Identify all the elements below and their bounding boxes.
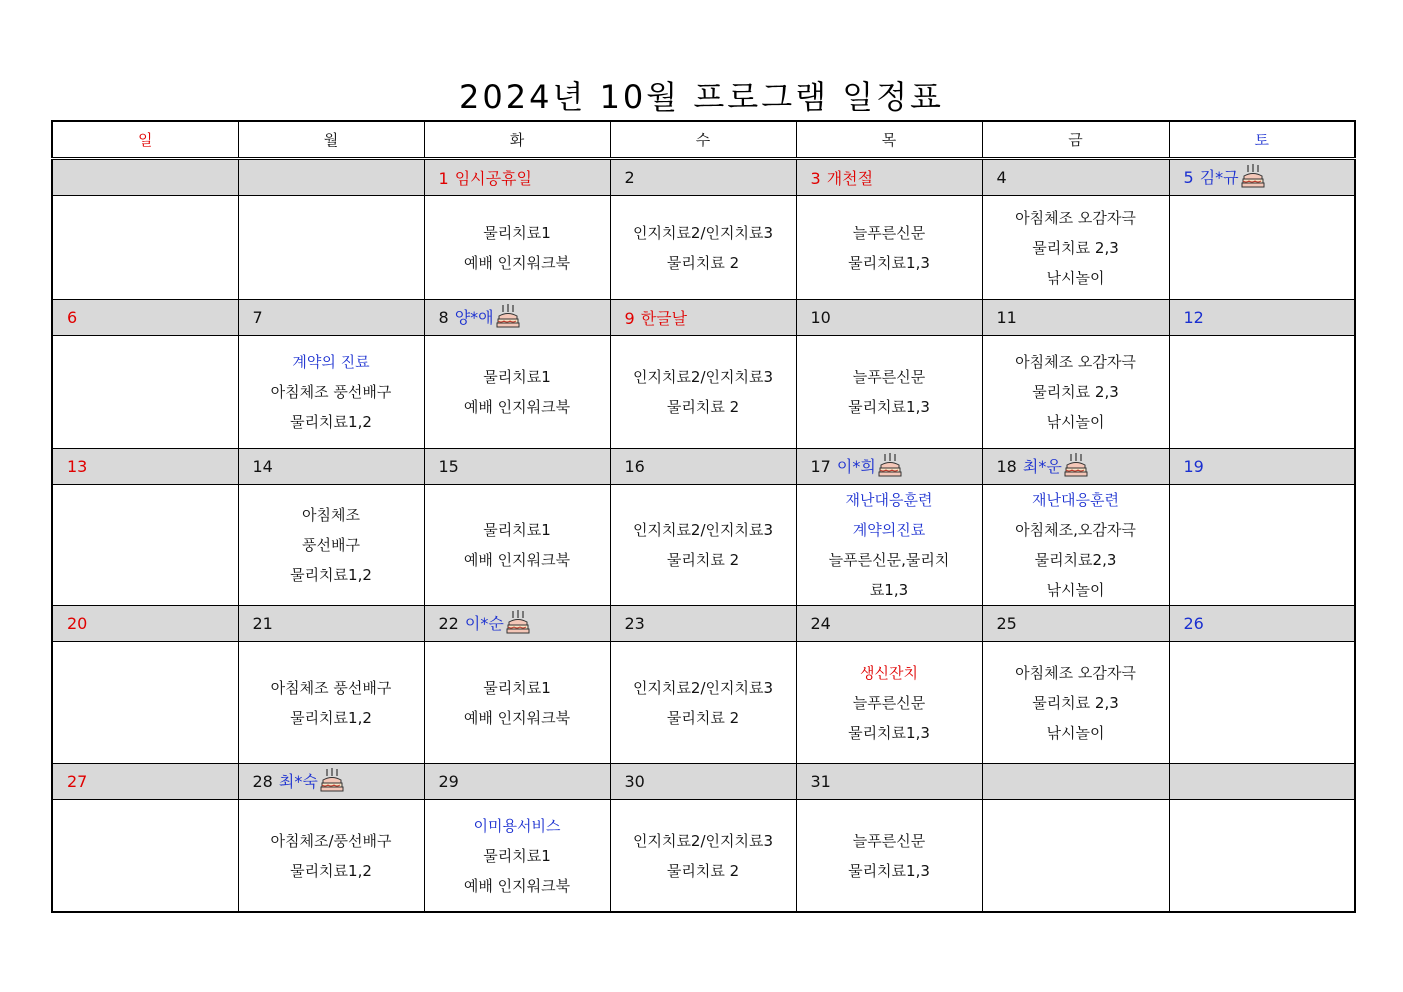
- activity-line: 물리치료1,3: [848, 398, 930, 416]
- activity-line: 낚시놀이: [1046, 723, 1105, 742]
- activity-line: 물리치료1,3: [848, 723, 930, 742]
- activity-line: 물리치료2,3: [1034, 551, 1117, 569]
- birthday-name: 최*운: [1022, 456, 1062, 476]
- date-cell: [424, 606, 610, 642]
- activity-line: 아침체조 오감자극: [1015, 353, 1136, 371]
- date-cell: [424, 449, 610, 485]
- day-number: 26: [1183, 614, 1204, 633]
- activity-line: 물리치료 2,3: [1032, 693, 1119, 712]
- schedule-cell: [238, 485, 424, 606]
- date-cell: [610, 606, 796, 642]
- birthday-name: 양*애: [454, 307, 494, 327]
- day-number: 11: [996, 308, 1017, 327]
- activity-line: 물리치료1: [483, 368, 551, 386]
- schedule-cell: [52, 485, 238, 606]
- date-cell: [610, 449, 796, 485]
- date-cell: [982, 606, 1169, 642]
- schedule-cell: [238, 336, 424, 449]
- date-cell: [52, 300, 238, 336]
- day-number: 9: [624, 309, 635, 328]
- weekday-header: 화: [424, 121, 610, 159]
- weekday-header: 토: [1169, 121, 1355, 159]
- schedule-cell: [1169, 336, 1355, 449]
- date-cell: [796, 159, 982, 196]
- activity-line: 물리치료1,2: [290, 566, 372, 584]
- holiday-label: 임시공휴일: [454, 169, 532, 188]
- schedule-cell: [1169, 800, 1355, 913]
- schedule-cell: [796, 485, 982, 606]
- activity-line: 계약의진료: [852, 521, 926, 539]
- birthday-name: 김*규: [1199, 167, 1239, 187]
- cake-icon: [1063, 452, 1089, 482]
- schedule-cell: [238, 642, 424, 764]
- activity-line: 아침체조: [302, 506, 360, 524]
- activity-line: 아침체조,오감자극: [1015, 521, 1136, 539]
- day-number: 3: [810, 169, 821, 188]
- activity-line: 늘푸른신문,물리치: [828, 551, 950, 569]
- schedule-cell: [424, 196, 610, 300]
- day-number: 5: [1183, 167, 1194, 187]
- activity-line: 인지치료2/인지치료3: [632, 831, 774, 850]
- activity-line: 예배 인지워크북: [463, 398, 571, 416]
- cake-icon: [877, 452, 903, 482]
- activity-line: 늘푸른신문: [852, 223, 926, 242]
- schedule-cell: [610, 196, 796, 300]
- activity-line: 물리치료1: [483, 846, 551, 865]
- day-number: 13: [67, 457, 88, 476]
- date-row: [52, 606, 1355, 642]
- activity-line: 물리치료1: [483, 521, 551, 539]
- date-cell: [796, 764, 982, 800]
- weekday-header: 월: [238, 121, 424, 159]
- activity-line: 인지치료2/인지치료3: [632, 368, 774, 386]
- date-cell: [610, 764, 796, 800]
- schedule-cell: [1169, 196, 1355, 300]
- activity-line: 물리치료1,2: [290, 413, 372, 431]
- day-number: 28: [252, 771, 273, 791]
- date-cell: [796, 606, 982, 642]
- day-number: 2: [624, 168, 635, 187]
- date-cell: [610, 159, 796, 196]
- cake-icon: [319, 767, 345, 797]
- activity-line: 물리치료 2,3: [1032, 383, 1119, 401]
- schedule-row: [52, 336, 1355, 449]
- activity-line: 물리치료 2: [666, 398, 740, 416]
- activity-line: 재난대응훈련: [1032, 491, 1119, 509]
- activity-line: 늘푸른신문: [852, 693, 926, 712]
- schedule-cell: [610, 336, 796, 449]
- schedule-cell: [52, 800, 238, 913]
- date-cell: [238, 764, 424, 800]
- date-cell: [424, 764, 610, 800]
- schedule-cell: [424, 485, 610, 606]
- date-cell: [52, 606, 238, 642]
- schedule-cell: [982, 800, 1169, 913]
- activity-line: 이미용서비스: [473, 816, 561, 835]
- day-number: 30: [624, 772, 645, 791]
- day-number: 21: [252, 614, 273, 633]
- activity-line: 낚시놀이: [1046, 268, 1105, 287]
- date-cell: [1169, 159, 1355, 196]
- date-cell: [796, 300, 982, 336]
- day-number: 20: [67, 614, 88, 633]
- day-number: 1: [438, 169, 449, 188]
- date-cell: [982, 300, 1169, 336]
- day-number: 8: [438, 307, 449, 327]
- activity-line: 아침체조 풍선배구: [270, 678, 392, 697]
- activity-line: 물리치료1,2: [290, 708, 372, 727]
- day-number: 17: [810, 456, 831, 476]
- day-number: 29: [438, 772, 459, 791]
- date-cell: [1169, 764, 1355, 800]
- day-number: 10: [810, 308, 831, 327]
- schedule-cell: [238, 196, 424, 300]
- date-cell: [982, 764, 1169, 800]
- schedule-cell: [982, 196, 1169, 300]
- date-cell: [52, 449, 238, 485]
- activity-line: 늘푸른신문: [852, 831, 926, 850]
- activity-line: 낚시놀이: [1046, 581, 1105, 599]
- activity-line: 늘푸른신문: [852, 368, 926, 386]
- date-cell: [238, 300, 424, 336]
- day-number: 12: [1183, 308, 1204, 327]
- cake-icon: [505, 609, 531, 639]
- date-cell: [1169, 606, 1355, 642]
- cake-icon: [495, 303, 521, 333]
- activity-line: 인지치료2/인지치료3: [632, 521, 774, 539]
- holiday-label: 한글날: [640, 309, 688, 328]
- activity-line: 아침체조/풍선배구: [270, 831, 392, 850]
- date-cell: [424, 159, 610, 196]
- schedule-row: [52, 485, 1355, 606]
- schedule-cell: [982, 485, 1169, 606]
- date-row: [52, 764, 1355, 800]
- activity-line: 계약의 진료: [292, 353, 370, 371]
- day-number: 18: [996, 456, 1017, 476]
- day-number: 14: [252, 457, 273, 476]
- date-cell: [982, 159, 1169, 196]
- schedule-cell: [1169, 642, 1355, 764]
- date-row: [52, 449, 1355, 485]
- date-cell: [1169, 449, 1355, 485]
- activity-line: 료1,3: [869, 581, 909, 599]
- schedule-row: [52, 800, 1355, 913]
- activity-line: 물리치료 2,3: [1032, 238, 1119, 257]
- day-number: 22: [438, 613, 459, 633]
- activity-line: 예배 인지워크북: [463, 708, 571, 727]
- day-number: 27: [67, 772, 88, 791]
- day-number: 19: [1183, 457, 1204, 476]
- activity-line: 물리치료1,3: [848, 253, 930, 272]
- activity-line: 물리치료1,3: [848, 861, 930, 880]
- activity-line: 생신잔치: [860, 663, 918, 682]
- schedule-cell: [982, 336, 1169, 449]
- activity-line: 예배 인지워크북: [463, 551, 571, 569]
- date-cell: [238, 159, 424, 196]
- schedule-cell: [424, 336, 610, 449]
- date-cell: [1169, 300, 1355, 336]
- schedule-cell: [424, 800, 610, 913]
- schedule-cell: [610, 800, 796, 913]
- schedule-cell: [52, 336, 238, 449]
- activity-line: 아침체조 풍선배구: [270, 383, 392, 401]
- day-number: 7: [252, 308, 263, 327]
- activity-line: 재난대응훈련: [845, 491, 933, 509]
- weekday-header: 목: [796, 121, 982, 159]
- activity-line: 물리치료 2: [666, 861, 740, 880]
- birthday-name: 이*순: [464, 613, 504, 633]
- day-number: 16: [624, 457, 645, 476]
- schedule-cell: [796, 800, 982, 913]
- day-number: 25: [996, 614, 1017, 633]
- cake-icon: [1240, 163, 1266, 193]
- day-number: 24: [810, 614, 831, 633]
- activity-line: 풍선배구: [302, 536, 360, 554]
- activity-line: 물리치료1: [483, 678, 551, 697]
- activity-line: 물리치료1: [483, 223, 551, 242]
- activity-line: 물리치료 2: [666, 253, 740, 272]
- activity-line: 아침체조 오감자극: [1015, 663, 1136, 682]
- activity-line: 예배 인지워크북: [463, 253, 571, 272]
- schedule-cell: [982, 642, 1169, 764]
- activity-line: 인지치료2/인지치료3: [632, 678, 774, 697]
- date-cell: [424, 300, 610, 336]
- activity-line: 낚시놀이: [1046, 413, 1105, 431]
- day-number: 4: [996, 168, 1007, 187]
- page-title: 2024년 10월 프로그램 일정표: [459, 78, 944, 116]
- schedule-cell: [52, 196, 238, 300]
- schedule-row: [52, 196, 1355, 300]
- date-row: [52, 159, 1355, 196]
- schedule-cell: [610, 642, 796, 764]
- activity-line: 물리치료 2: [666, 551, 740, 569]
- schedule-cell: [1169, 485, 1355, 606]
- schedule-cell: [238, 800, 424, 913]
- day-number: 31: [810, 772, 831, 791]
- schedule-cell: [424, 642, 610, 764]
- holiday-label: 개천절: [826, 169, 874, 188]
- schedule-cell: [610, 485, 796, 606]
- schedule-cell: [52, 642, 238, 764]
- date-row: [52, 300, 1355, 336]
- weekday-header-row: [52, 121, 1355, 159]
- schedule-row: [52, 642, 1355, 764]
- birthday-name: 최*숙: [278, 771, 318, 791]
- schedule-cell: [796, 336, 982, 449]
- day-number: 6: [67, 308, 78, 327]
- date-cell: [796, 449, 982, 485]
- date-cell: [52, 764, 238, 800]
- activity-line: 인지치료2/인지치료3: [632, 223, 774, 242]
- activity-line: 물리치료1,2: [290, 861, 372, 880]
- day-number: 15: [438, 457, 459, 476]
- date-cell: [610, 300, 796, 336]
- schedule-cell: [796, 642, 982, 764]
- date-cell: [52, 159, 238, 196]
- date-cell: [238, 449, 424, 485]
- weekday-header: 수: [610, 121, 796, 159]
- day-number: 23: [624, 614, 645, 633]
- weekday-header: 일: [52, 121, 238, 159]
- date-cell: [238, 606, 424, 642]
- schedule-cell: [796, 196, 982, 300]
- activity-line: 물리치료 2: [666, 708, 740, 727]
- date-cell: [982, 449, 1169, 485]
- birthday-name: 이*희: [836, 456, 876, 476]
- activity-line: 아침체조 오감자극: [1015, 208, 1136, 227]
- calendar-table: [51, 120, 1356, 913]
- weekday-header: 금: [982, 121, 1169, 159]
- activity-line: 예배 인지워크북: [463, 876, 571, 895]
